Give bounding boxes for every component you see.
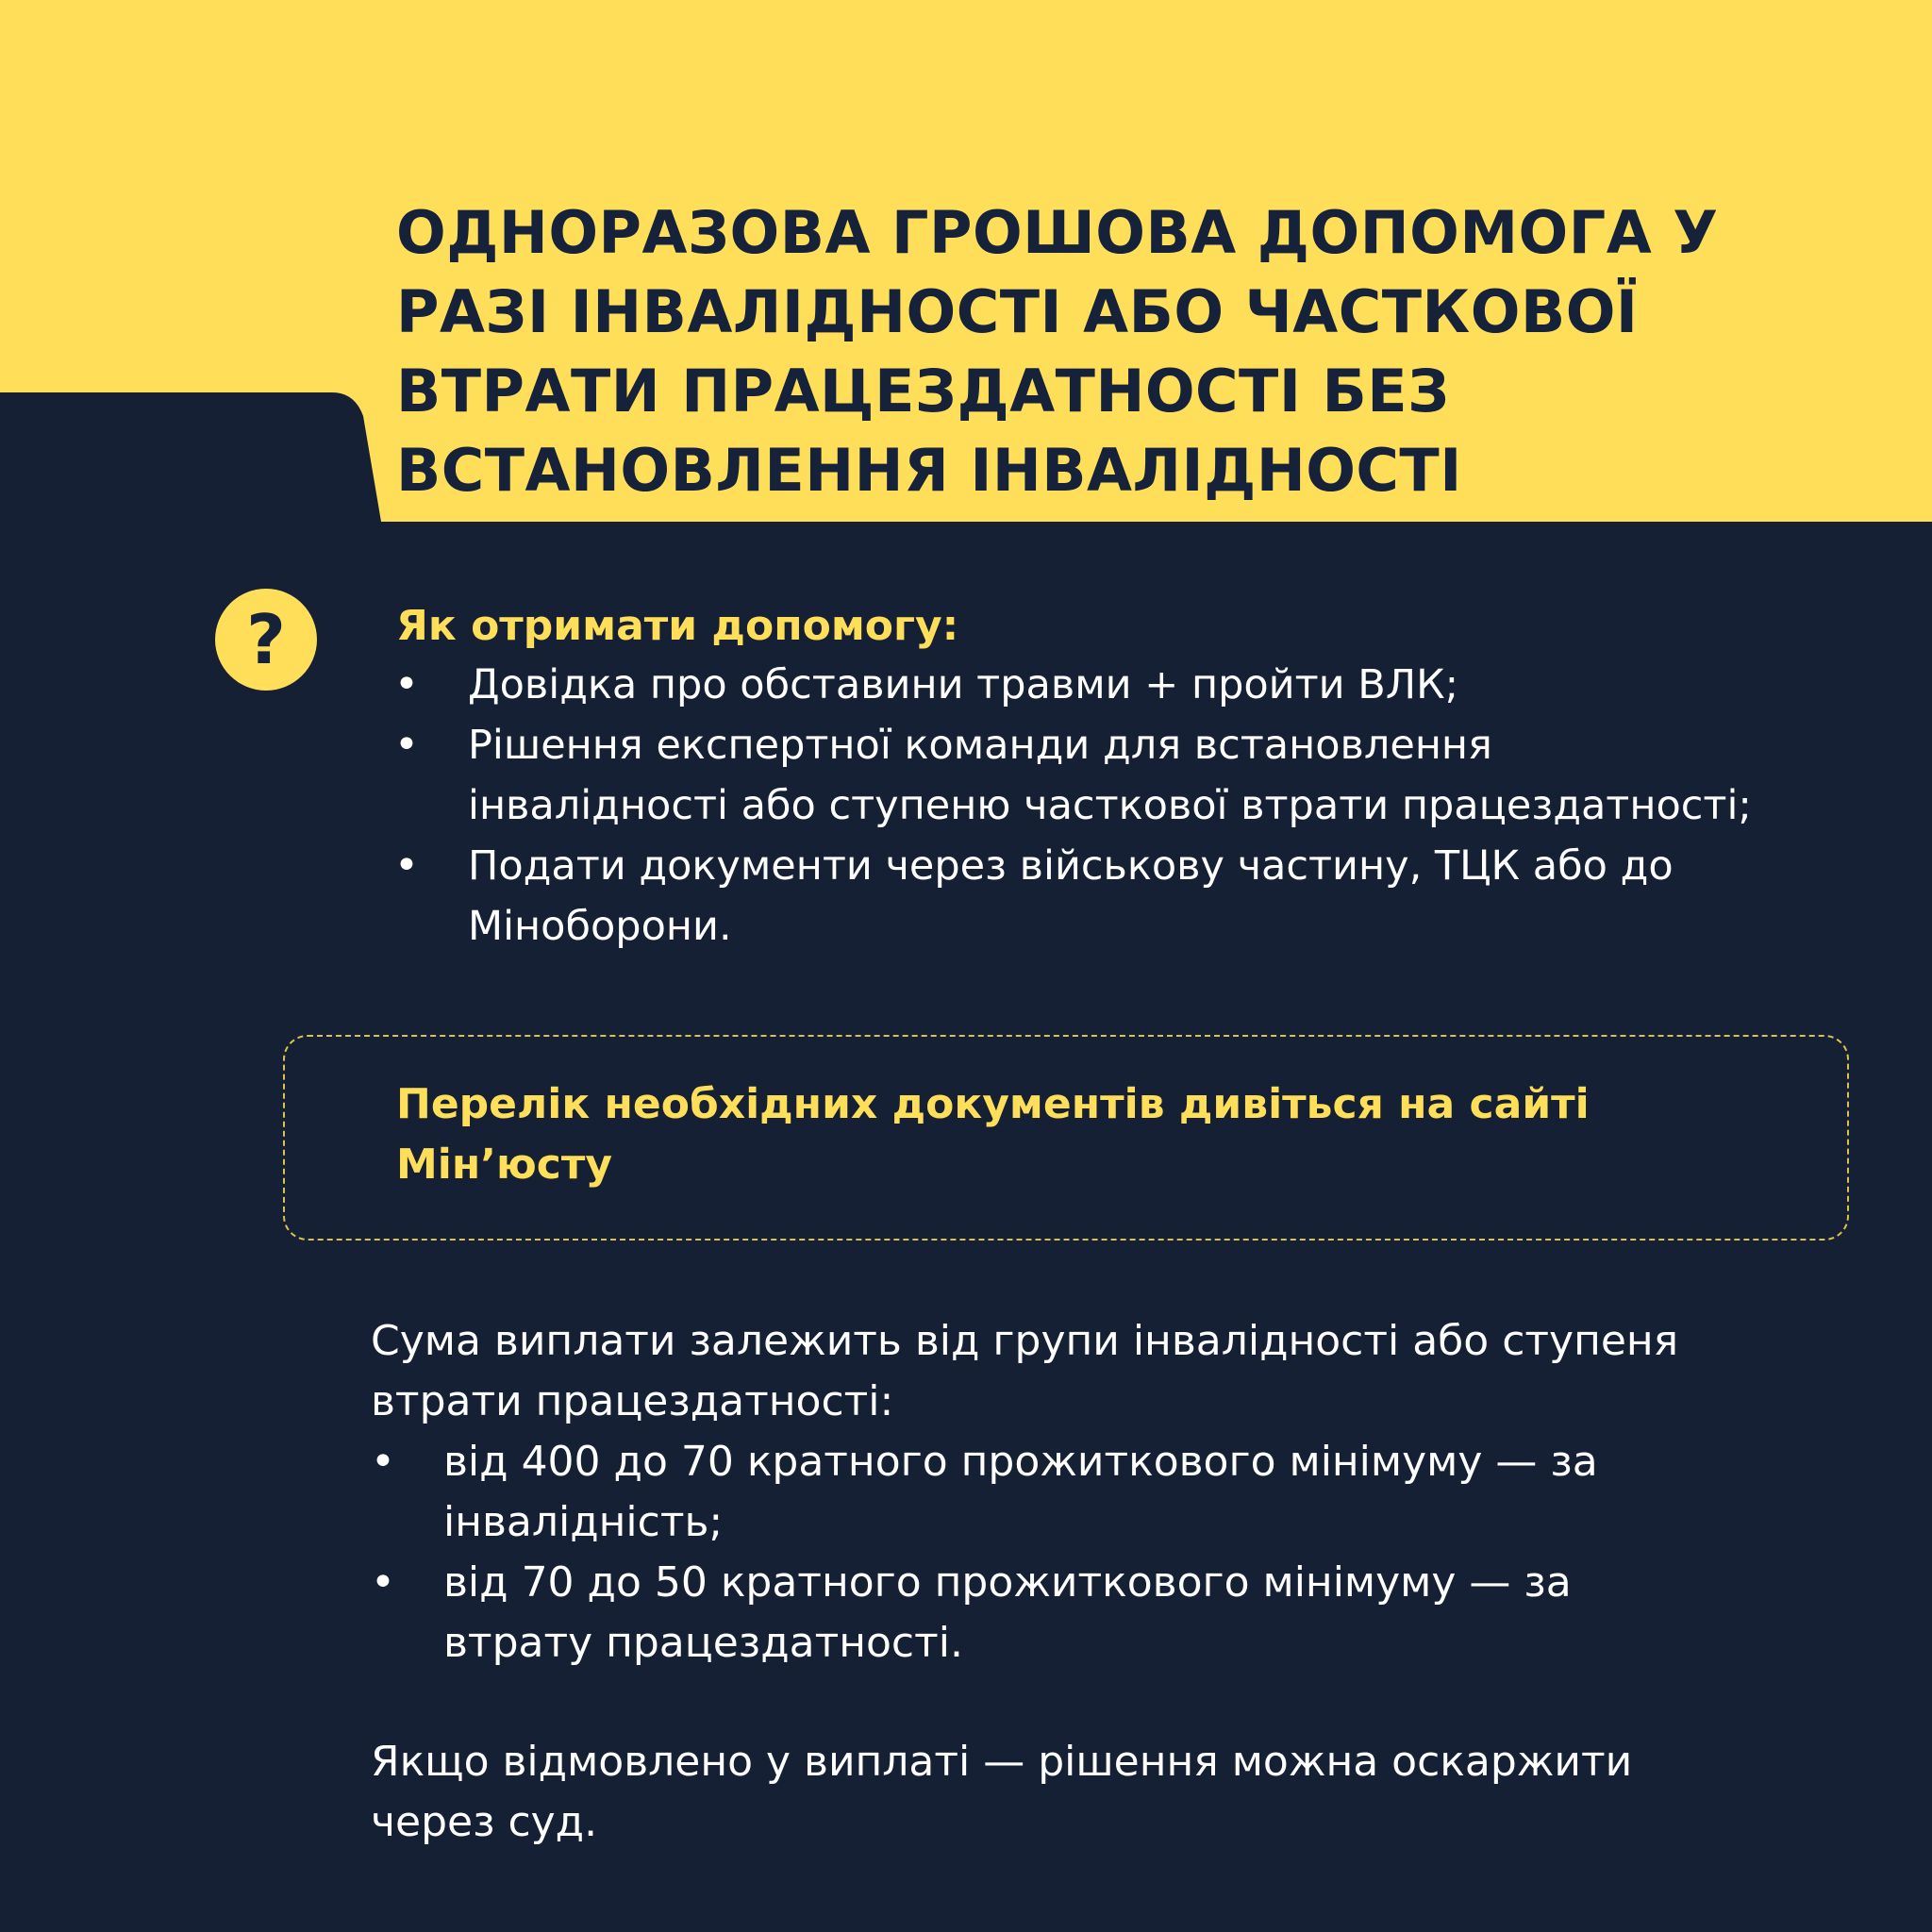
title-line: ВТРАТИ ПРАЦЕЗДАТНОСТІ БЕЗ xyxy=(396,357,1450,425)
list-item-text: Подати документи через військову частину, ТЦК або до xyxy=(468,842,1674,890)
list-item xyxy=(396,715,1752,836)
how-to-heading: Як отримати допомогу: xyxy=(396,602,959,650)
list-item-text: інвалідність; xyxy=(443,1498,724,1546)
appeal-text xyxy=(371,1732,1632,1853)
list-item-text: Міноборони. xyxy=(468,903,732,950)
list-item-text: Довідка про обставини травми + пройти ВЛК; xyxy=(468,661,1459,708)
list-item-text: Рішення експертної команди для встановлення xyxy=(468,722,1492,769)
title-line: РАЗІ ІНВАЛІДНОСТІ АБО ЧАСТКОВОЇ xyxy=(396,277,1639,346)
appeal-line: Якщо відмовлено у виплаті — рішення можна оскаржити xyxy=(371,1738,1633,1786)
question-mark-glyph: ? xyxy=(246,600,286,679)
notice-line: Мін’юсту xyxy=(396,1141,613,1189)
bullet-icon: • xyxy=(371,1558,395,1607)
documents-notice-text xyxy=(396,1074,1590,1195)
list-item xyxy=(396,655,1752,715)
list-item-text: інвалідності або ступеню часткової втрати працездатності; xyxy=(468,782,1752,829)
bullet-icon: • xyxy=(394,721,419,769)
list-item-text: від 400 до 70 кратного прожиткового мінімуму — за xyxy=(443,1438,1598,1486)
appeal-line: через суд. xyxy=(371,1798,598,1846)
page-title xyxy=(396,193,1906,510)
bullet-icon: • xyxy=(394,841,419,890)
how-to-list xyxy=(396,655,1752,957)
list-item xyxy=(371,1432,1598,1553)
amount-intro-line: втрати працездатності: xyxy=(371,1377,894,1425)
question-mark-icon xyxy=(215,589,317,691)
amount-intro-line: Сума виплати залежить від групи інвалідності або ступеня xyxy=(371,1317,1679,1365)
list-item-text: від 70 до 50 кратного прожиткового мінімуму — за xyxy=(443,1558,1572,1607)
list-item xyxy=(371,1553,1598,1674)
notice-line: Перелік необхідних документів дивіться на сайті xyxy=(396,1080,1590,1128)
title-line: ВСТАНОВЛЕННЯ ІНВАЛІДНОСТІ xyxy=(396,436,1462,505)
list-item-text: втрату працездатності. xyxy=(443,1619,963,1667)
amount-intro xyxy=(371,1311,1678,1432)
bullet-icon: • xyxy=(394,660,419,708)
title-line: ОДНОРАЗОВА ГРОШОВА ДОПОМОГА У xyxy=(396,198,1719,267)
documents-notice-box xyxy=(283,1035,1849,1241)
amount-list xyxy=(371,1432,1598,1674)
bullet-icon: • xyxy=(371,1438,395,1486)
list-item xyxy=(396,836,1752,957)
